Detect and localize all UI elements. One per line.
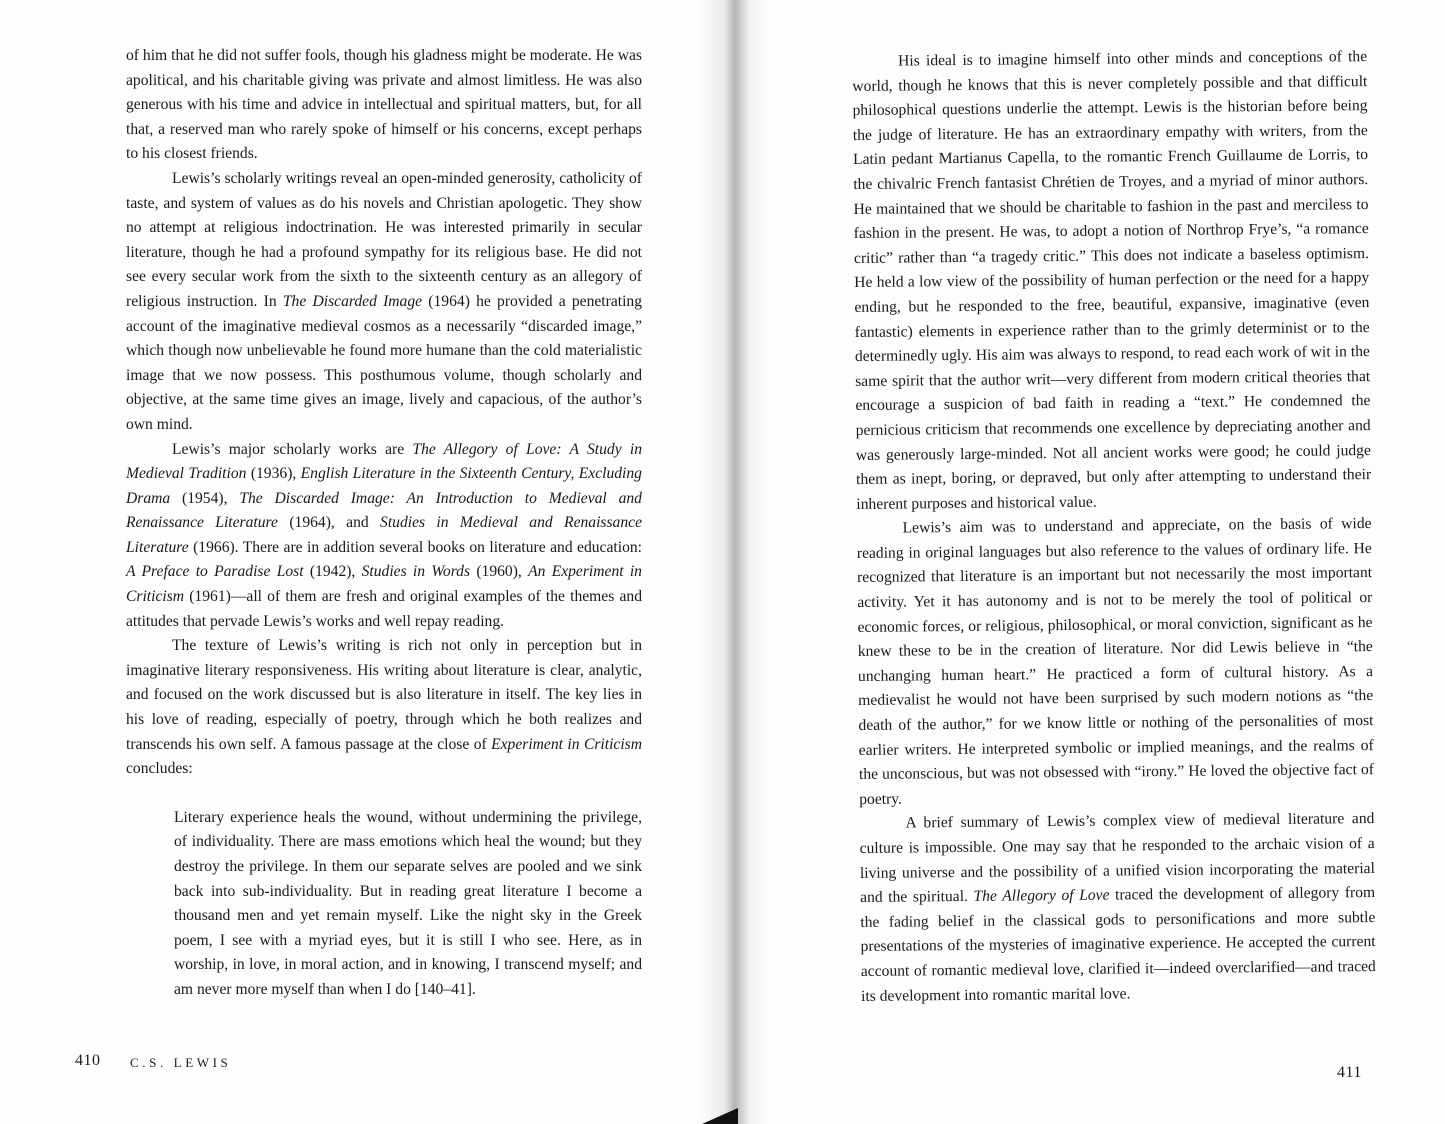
book-title: Studies in Words [361,563,471,581]
left-paragraph-2: Lewis’s scholarly writings reveal an open-minded generosity, catholicity of taste, and system of values as do his novels and Christian apologetic. They show no attempt at religious indoctrination. He was interested primarily in secular literature, though he had a profound sympathy for its religious base. He did not see every secular work from the sixth to the sixteenth century as an allegory of religious instruction. In The Discarded Image (1964) he provided a penetrating account of the imaginative medieval cosmos as a necessarily “discarded image,” which though now unbelievable he found more humane than the cold materialistic image that we now possess. This posthumous volume, though scholarly and objective, at the same time gives an image, lively and capacious, of the author’s own mind. [126,169,643,433]
left-page [0,0,720,1124]
right-paragraph-2: Lewis’s aim was to understand and appreciate, on the basis of wide reading in original languages but also reference to the values of ordinary life. He recognized that literature is an important but not necessarily the most important activity. Yet it has autonomy and is not to be merely the tool of political or economic forces, or religious, philosophical, or moral conviction, significant as he knew these to be in the creation of literature. Nor did Lewis believe in “the unchanging human heart.” He practiced a form of cultural history. As a medievalist he would not have been surprised by such modern notions as “the death of the author,” for we know little or nothing of the personalities of most earlier writers. He interpreted symbolic or implied meanings, and the realms of the unconscious, but was not obsessed with “irony.” He loved the objective fact of poetry. [856,515,1375,808]
book-title: The Allegory of Love [973,886,1110,906]
page-number-left: 410 [75,1052,101,1069]
book-title: The Discarded Image: An Introduction to Medieval and Renaissance Literature [126,489,642,532]
book-title: The Discarded Image [282,292,423,310]
right-paragraph-1: His ideal is to imagine himself into other minds and conceptions of the world, though he knows that this is never completely possible and that difficult philosophical questions underlie the attempt. Lewis is the historian before being the judge of literature. He has an extraordinary empathy with writers, from the Latin pedant Martianus Capella, to the romantic French Guillaume de Lorris, to the chivalric French fantasist Chrétien de Troyes, and a myriad of minor authors. He maintained that we should be charitable to fashion in the past and merciless to fashion in the present. He was, to adopt a notion of Northrop Frye’s, “a romance critic” rather than “a tragedy critic.” This does not indicate a baseless optimism. He held a low view of the possibility of human perfection or the need for a happy ending, but he responded to the free, beautiful, expansive, imaginative (even fantastic) elements in experience rather than to the grimly determinist or to the determinedly ugly. His aim was always to respond, to read each work of wit in the same spirit that the author writ—very different from modern critical theories that encourage a suspicion of bad faith in reading a “text.” He condemned the pernicious criticism that recommends one excellence by depreciating another and was generously large-minded. Not all ancient works were good; he could judge them as inept, boring, or depraved, but only after attempting to understand their inherent purposes and historical value. [852,48,1372,513]
left-paragraph-3: Lewis’s major scholarly works are The Allegory of Love: A Study in Medieval Tradition (1936), English Literature in the Sixteenth Century, Excluding Drama (1954), The Discarded Image: An Introduction to Medieval and Renaissance Literature (1964), and Studies in Medieval and Renaissance Literature (1966). There are in addition several books on literature and education: A Preface to Paradise Lost (1942), Studies in Words (1960), An Experiment in Criticism (1961)—all of them are fresh and original examples of the themes and attitudes that pervade Lewis’s works and well repay reading. [126,440,642,630]
block-quote: Literary experience heals the wound, without undermining the privilege, of individuality. There are mass emotions which heal the wound; but they destroy the privilege. In them our separate selves are pooled and we sink back into sub-individuality. But in reading great literature I become a thousand men and yet remain myself. Like the night sky in the Greek poem, I see with a myriad eyes, but it is still I who see. Here, as in worship, in love, in moral action, and in knowing, I transcend myself; and am never more myself than when I do [140–41]. [174,808,642,998]
book-title: Studies in Medieval and Renaissance Literature [126,514,642,556]
right-paragraph-3: A brief summary of Lewis’s complex view of medieval literature and culture is impossible. One may say that he responded to the archaic vision of a living universe and the possibility of a unified vision incorporating the material and the spiritual. The Allegory of Love traced the development of allegory from the fading belief in the classical gods to personifications and more subtle presentations of the mysteries of imaginative experience. He accepted the current account of romantic medieval love, clarified it—indeed overclarified—and traced its development into romantic marital love. [859,810,1376,1005]
left-paragraph-4: The texture of Lewis’s writing is rich not only in perception but in imaginative literary responsiveness. His writing about literature is clear, analytic, and focused on the work discussed but is also literature in itself. The key lies in his love of reading, especially of poetry, through which he both realizes and transcends his own self. A famous passage at the close of Experiment in Criticism concludes: [126,637,642,778]
page-number-right: 411 [1337,1064,1362,1081]
book-title: A Preface to Paradise Lost [126,563,304,581]
right-page [725,0,1445,1124]
left-paragraph-1: of him that he did not suffer fools, though his gladness might be moderate. He was apolitical, and his charitable giving was private and almost limitless. He was also generous with his time and advice in intellectual and spiritual matters, but, for all that, a reserved man who rarely spoke of himself or his concerns, except perhaps to his closest friends. [126,47,642,163]
left-page-text [126,44,642,1003]
right-page-text [852,45,1376,1009]
book-title: English Literature in the Sixteenth Century, Excluding Drama [126,465,642,507]
book-title: Experiment in Criticism [491,735,642,753]
running-head: C.S. LEWIS [130,1055,232,1070]
book-title: An Experiment in Criticism [126,563,642,606]
book-title: The Allegory of Love: A Study in Medieval Tradition [126,440,642,483]
